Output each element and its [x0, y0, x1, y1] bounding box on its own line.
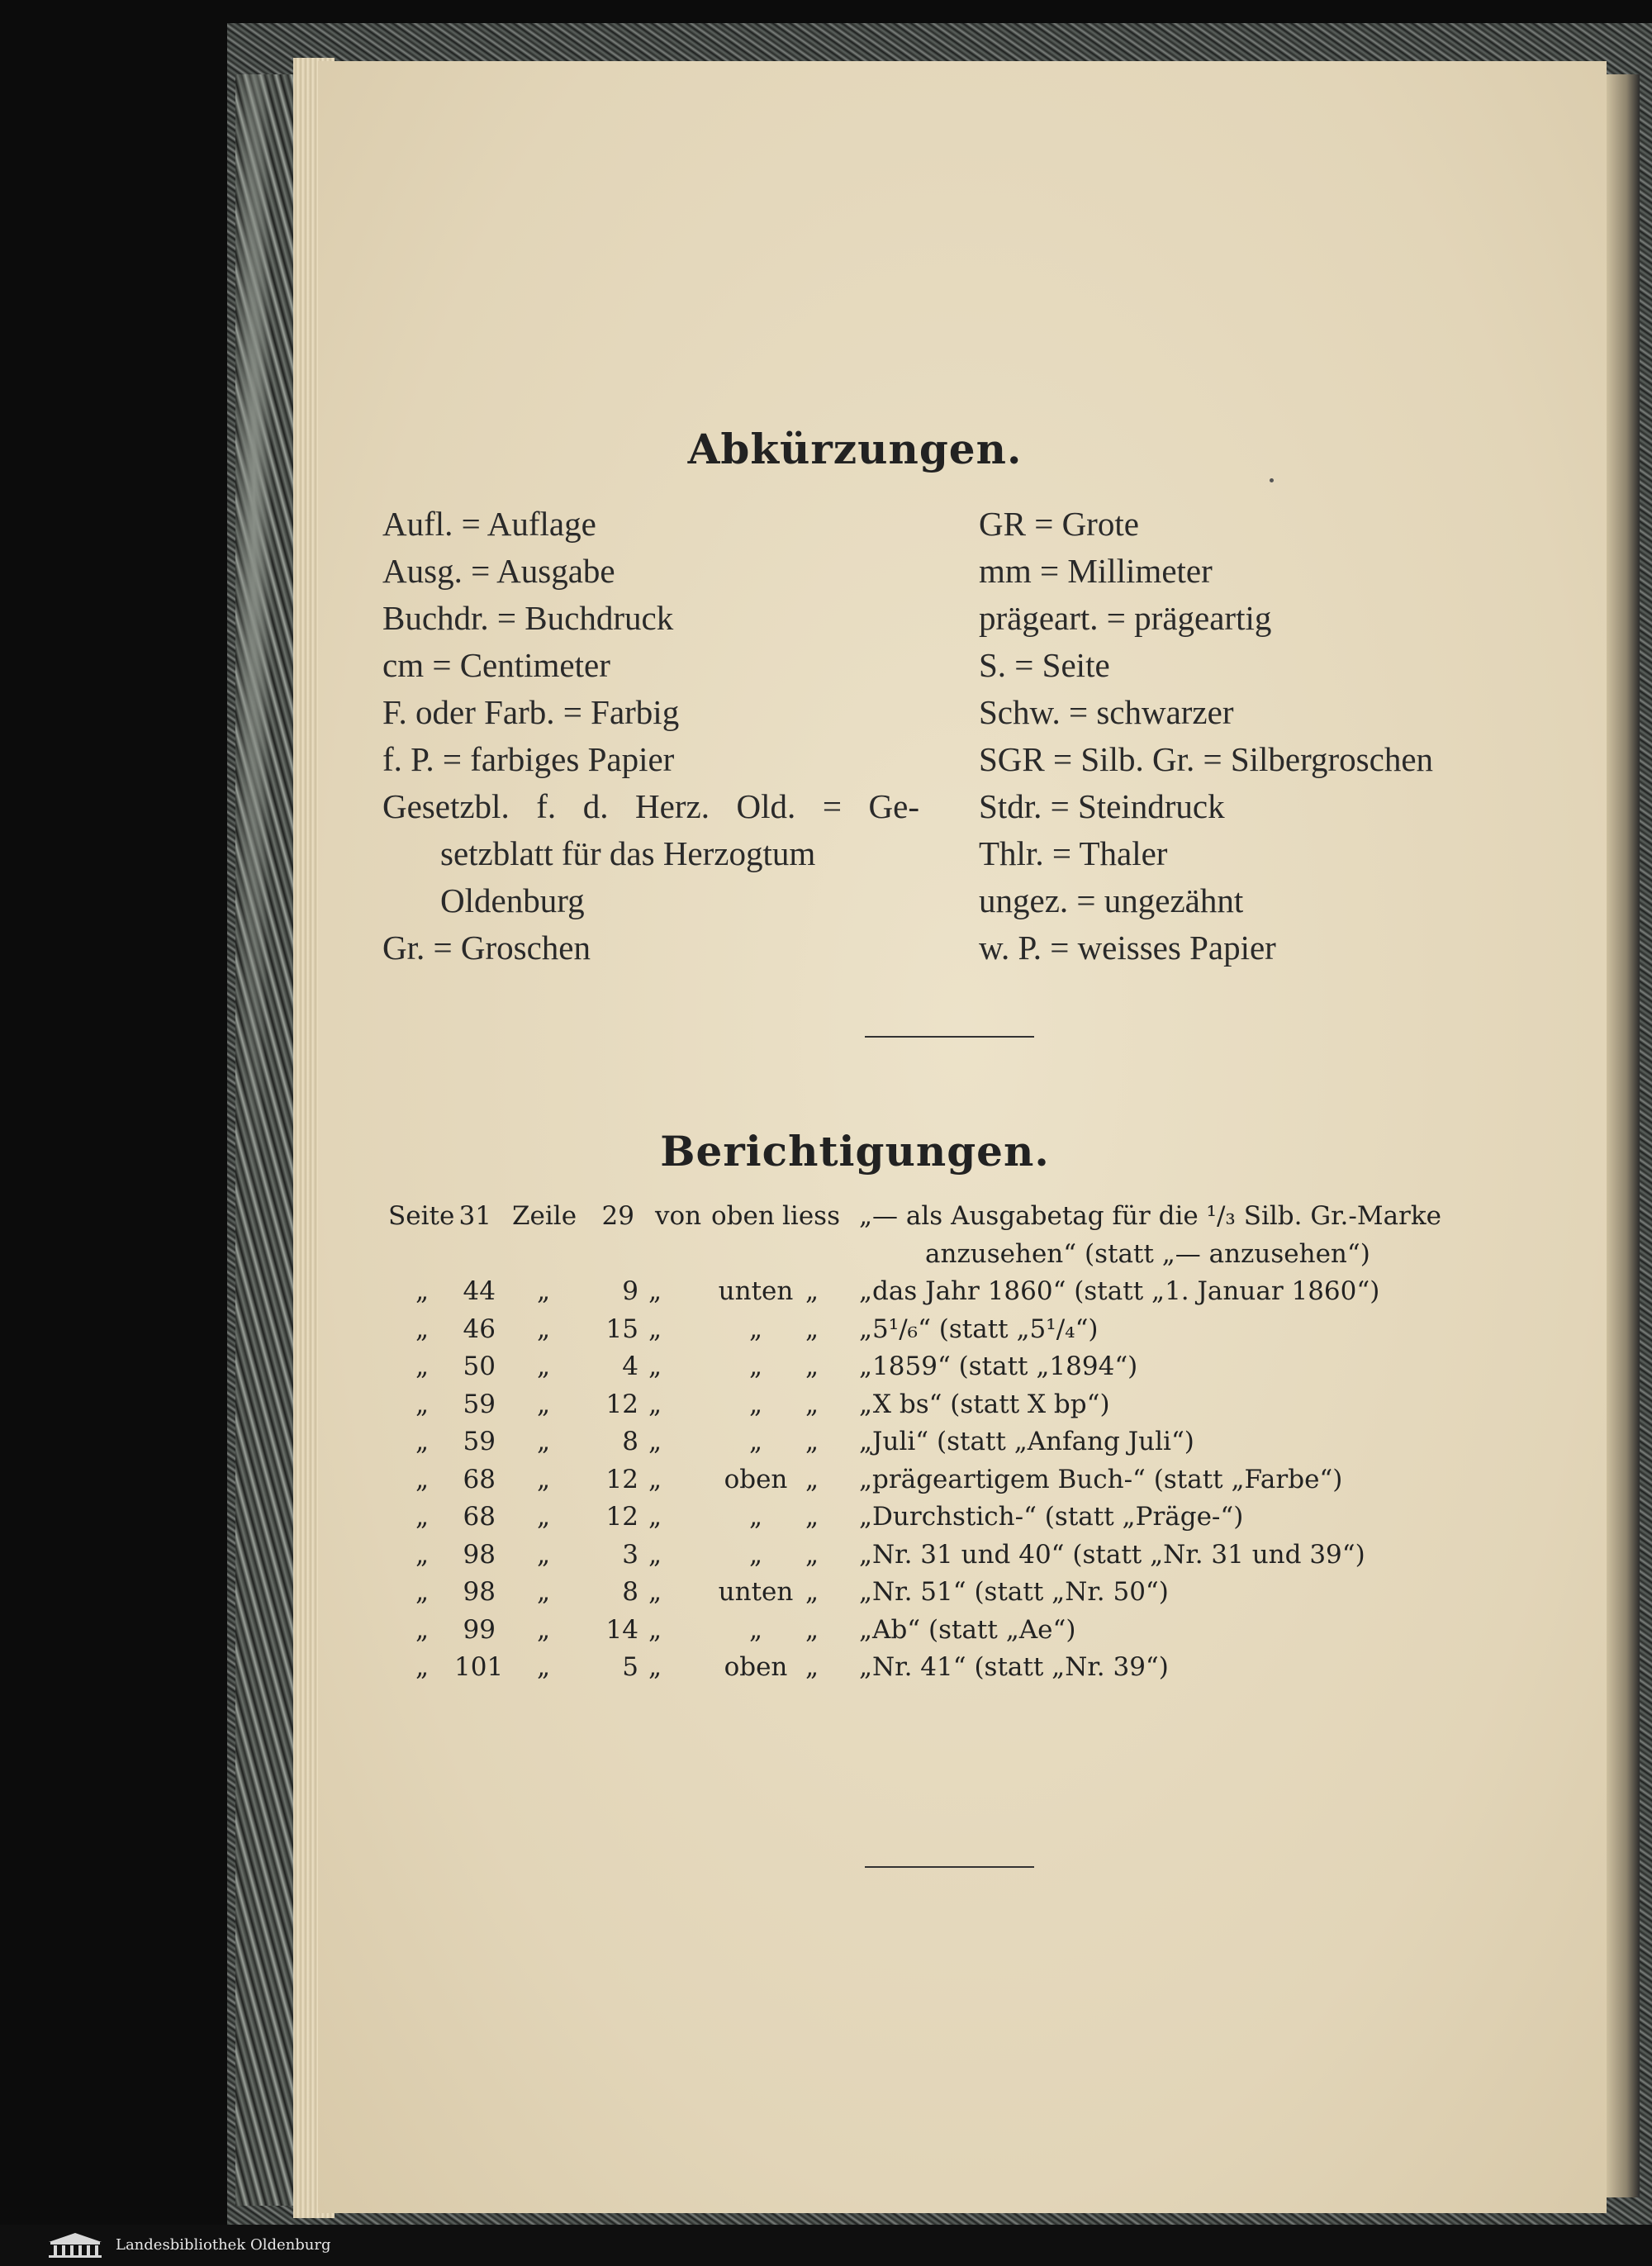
ditto-mark: „: [805, 1614, 819, 1645]
ditto-mark: „: [537, 1276, 551, 1306]
ditto-mark: „: [537, 1352, 551, 1381]
direction: „: [748, 1614, 763, 1645]
page-number: 59: [463, 1389, 496, 1419]
ditto-mark: „: [648, 1652, 662, 1682]
zeile-label: Zeile: [512, 1201, 577, 1231]
ditto-mark: „: [805, 1577, 819, 1607]
correction-text: „Nr. 31 und 40“ (statt „Nr. 31 und 39“): [859, 1539, 1365, 1570]
abbreviation-entry: Thlr. = Thaler: [979, 834, 1168, 872]
page-number: 46: [463, 1314, 496, 1344]
corrections-header-row-continued: [318, 1239, 1607, 1277]
abbreviation-entry: ungez. = ungezähnt: [979, 881, 1244, 919]
abbreviation-entry: Aufl. = Auflage: [382, 505, 596, 543]
line-number: 3: [622, 1539, 638, 1570]
ditto-mark: „: [415, 1577, 430, 1607]
abbreviation-entry: w. P. = weisses Papier: [979, 929, 1276, 967]
page-number: 98: [463, 1577, 496, 1607]
page-edge-right: [1607, 74, 1640, 2197]
correction-text: „prägeartigem Buch-“ (statt „Farbe“): [859, 1464, 1343, 1494]
ditto-mark: „: [415, 1352, 430, 1381]
correction-row: [318, 1615, 1607, 1653]
ditto-mark: „: [537, 1577, 551, 1607]
correction-text-continued: anzusehen“ (statt „— anzusehen“): [925, 1238, 1370, 1269]
correction-row: [318, 1465, 1607, 1503]
ditto-mark: „: [415, 1464, 430, 1494]
ditto-mark: „: [648, 1389, 662, 1419]
page-number: 98: [463, 1539, 496, 1570]
von-label: von: [655, 1201, 702, 1231]
abbreviation-entry: Gr. = Groschen: [382, 929, 591, 967]
correction-row: [318, 1652, 1607, 1690]
direction: „: [748, 1389, 763, 1419]
line-number: 4: [622, 1352, 638, 1381]
abbreviation-entry: Ausg. = Ausgabe: [382, 552, 615, 590]
book-page: [318, 61, 1607, 2213]
ditto-mark: „: [805, 1427, 819, 1456]
direction: „: [748, 1352, 763, 1381]
abbreviation-entry-continued: setzblatt für das Herzogtum: [440, 834, 816, 872]
ditto-mark: „: [648, 1427, 662, 1456]
correction-text: „Nr. 51“ (statt „Nr. 50“): [859, 1577, 1169, 1607]
correction-text: „Nr. 41“ (statt „Nr. 39“): [859, 1652, 1169, 1682]
ditto-mark: „: [805, 1539, 819, 1570]
correction-text: „5¹/₆“ (statt „5¹/₄“): [859, 1314, 1099, 1344]
direction: unten: [718, 1276, 794, 1306]
line-number: 12: [605, 1464, 638, 1494]
ditto-mark: „: [415, 1652, 430, 1682]
ditto-mark: „: [537, 1652, 551, 1682]
correction-row: [318, 1390, 1607, 1428]
direction: „: [748, 1539, 763, 1570]
direction: „: [748, 1427, 763, 1456]
ditto-mark: „: [415, 1276, 430, 1306]
direction: oben: [711, 1201, 775, 1231]
ditto-mark: „: [537, 1314, 551, 1344]
liess-label: liess: [782, 1201, 840, 1231]
correction-row: [318, 1577, 1607, 1615]
ditto-mark: „: [415, 1389, 430, 1419]
page-number: 68: [463, 1502, 496, 1532]
line-number: 15: [605, 1314, 638, 1344]
abbreviation-entry: Gesetzbl. f. d. Herz. Old. = Ge-: [382, 787, 919, 825]
library-building-icon: [45, 2230, 105, 2259]
line-number: 9: [622, 1276, 638, 1306]
correction-text: „Ab“ (statt „Ae“): [859, 1614, 1076, 1645]
page-number: 99: [463, 1614, 496, 1645]
direction: oben: [724, 1464, 788, 1494]
abbreviation-entry-continued: Oldenburg: [440, 881, 585, 919]
ditto-mark: „: [648, 1577, 662, 1607]
abbreviation-entry: S. = Seite: [979, 646, 1110, 684]
abbreviations-right-column: [979, 501, 1607, 971]
ditto-mark: „: [415, 1314, 430, 1344]
ditto-mark: „: [537, 1389, 551, 1419]
ditto-mark: „: [648, 1314, 662, 1344]
direction: „: [748, 1314, 763, 1344]
ditto-mark: „: [805, 1464, 819, 1494]
ditto-mark: „: [648, 1614, 662, 1645]
correction-text: „das Jahr 1860“ (statt „1. Januar 1860“): [859, 1276, 1380, 1306]
ditto-mark: „: [537, 1539, 551, 1570]
ditto-mark: „: [537, 1502, 551, 1532]
ditto-mark: „: [415, 1427, 430, 1456]
seite-label: Seite: [388, 1201, 455, 1231]
correction-row: [318, 1502, 1607, 1540]
abbreviation-entry: SGR = Silb. Gr. = Silbergroschen: [979, 740, 1434, 778]
abkuerzungen-title: Abkürzungen.: [687, 425, 1023, 473]
abbreviation-entry: Buchdr. = Buchdruck: [382, 599, 674, 637]
line-number: 8: [622, 1427, 638, 1456]
ditto-mark: „: [537, 1614, 551, 1645]
section-divider-bottom: [865, 1866, 1034, 1868]
corrections-table: [318, 1201, 1607, 1690]
abbreviation-entry: Schw. = schwarzer: [979, 693, 1234, 731]
abbreviation-entry: prägeart. = prägeartig: [979, 599, 1272, 637]
line-number: 5: [622, 1652, 638, 1682]
ditto-mark: „: [648, 1276, 662, 1306]
ditto-mark: „: [805, 1389, 819, 1419]
page-number: 101: [454, 1652, 504, 1682]
ditto-mark: „: [805, 1352, 819, 1381]
ditto-mark: „: [415, 1539, 430, 1570]
ditto-mark: „: [415, 1614, 430, 1645]
abbreviations-left-column: [382, 501, 928, 971]
correction-text: „Durchstich-“ (statt „Präge-“): [859, 1502, 1244, 1532]
correction-row: [318, 1352, 1607, 1390]
ditto-mark: „: [648, 1539, 662, 1570]
berichtigungen-title: Berichtigungen.: [660, 1127, 1050, 1176]
line-number: 12: [605, 1502, 638, 1532]
ditto-mark: „: [648, 1464, 662, 1494]
ditto-mark: „: [537, 1427, 551, 1456]
section-divider: [865, 1036, 1034, 1038]
abbreviation-entry: GR = Grote: [979, 505, 1139, 543]
page-number: 68: [463, 1464, 496, 1494]
ditto-mark: „: [648, 1502, 662, 1532]
ditto-mark: „: [805, 1276, 819, 1306]
line-number: 12: [605, 1389, 638, 1419]
correction-row: [318, 1314, 1607, 1352]
correction-text: „1859“ (statt „1894“): [859, 1352, 1138, 1381]
correction-text: „— als Ausgabetag für die ¹/₃ Silb. Gr.-Marke: [859, 1201, 1442, 1231]
abbreviation-entry: Stdr. = Steindruck: [979, 787, 1225, 825]
direction: unten: [718, 1577, 794, 1607]
ditto-mark: „: [805, 1314, 819, 1344]
line-number: 29: [601, 1201, 634, 1231]
correction-row: [318, 1540, 1607, 1578]
abbreviation-entry: cm = Centimeter: [382, 646, 610, 684]
line-number: 14: [605, 1614, 638, 1645]
correction-row: [318, 1276, 1607, 1314]
page-number: 59: [463, 1427, 496, 1456]
ditto-mark: „: [648, 1352, 662, 1381]
abbreviation-entry: mm = Millimeter: [979, 552, 1213, 590]
direction: „: [748, 1502, 763, 1532]
ditto-mark: „: [537, 1464, 551, 1494]
page-number: 44: [463, 1276, 496, 1306]
page-number: 31: [458, 1201, 491, 1231]
direction: oben: [724, 1652, 788, 1682]
library-footer: [0, 2225, 1652, 2266]
page-number: 50: [463, 1352, 496, 1381]
abbreviation-entry: F. oder Farb. = Farbig: [382, 693, 680, 731]
corrections-header-row: [318, 1201, 1607, 1239]
abbreviation-entry: f. P. = farbiges Papier: [382, 740, 675, 778]
ditto-mark: „: [805, 1502, 819, 1532]
correction-text: „Juli“ (statt „Anfang Juli“): [859, 1427, 1194, 1456]
correction-row: [318, 1427, 1607, 1465]
library-name: Landesbibliothek Oldenburg: [116, 2236, 331, 2254]
correction-text: „X bs“ (statt X bp“): [859, 1389, 1110, 1419]
line-number: 8: [622, 1577, 638, 1607]
ditto-mark: „: [805, 1652, 819, 1682]
print-speck: [1270, 478, 1274, 482]
ditto-mark: „: [415, 1502, 430, 1532]
